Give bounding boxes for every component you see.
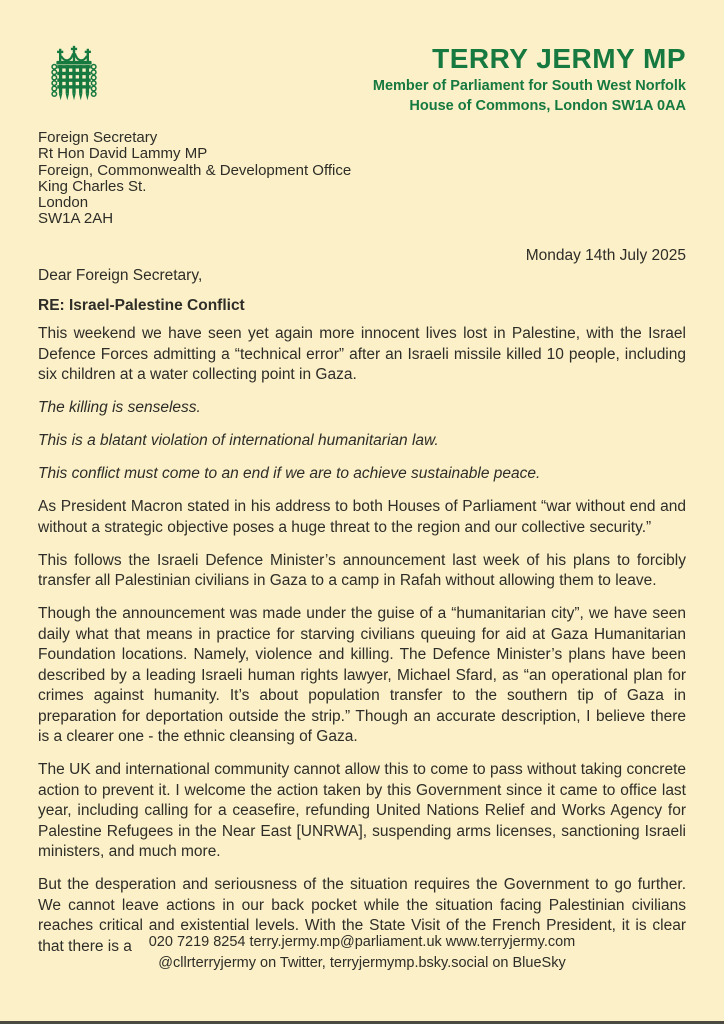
recipient-line: SW1A 2AH	[38, 210, 114, 228]
recipient-line: Foreign, Commonwealth & Development Office	[38, 161, 352, 179]
recipient-line: Rt Hon David Lammy MP	[38, 145, 208, 163]
mp-address: House of Commons, London SW1A 0AA	[409, 98, 686, 114]
paragraph-italic: This conflict must come to an end if we are to achieve sustainable peace.	[38, 465, 541, 482]
recipient-line: Foreign Secretary	[38, 129, 158, 146]
paragraph: The UK and international community cannot allow this to come to pass without taking concrete action to prevent it. I welcome the action taken by this Government since it came to office last year, including calling for a ceasefire, refunding United Nations Relief and Works Agency for Palestine Refugees in the Near East [UNRWA], suspending arms licenses, sanctioning Israeli ministers, and much more.	[38, 761, 686, 860]
paragraph-italic: The killing is senseless.	[38, 399, 201, 416]
letterhead	[373, 44, 686, 114]
paragraph: This weekend we have seen yet again more innocent lives lost in Palestine, with the Israel Defence Forces admitting a “technical error” after an Israeli missile killed 10 people, including six children at a water collecting point in Gaza.	[38, 325, 686, 383]
footer-contact-line: 020 7219 8254 terry.jermy.mp@parliament.uk www.terryjermy.com	[148, 934, 576, 950]
recipient-line: London	[38, 194, 89, 212]
footer-social-line: @cllrterryjermy on Twitter, terryjermymp.bsky.social on BlueSky	[158, 955, 566, 971]
paragraph: This follows the Israeli Defence Minister’s announcement last week of his plans to forcibly transfer all Palestinian civilians in Gaza to a camp in Rafah without allowing them to leave.	[38, 551, 686, 589]
recipient-line: King Charles St.	[38, 177, 147, 195]
letter-date: Monday 14th July 2025	[525, 247, 686, 264]
paragraph: As President Macron stated in his address to both Houses of Parliament “war without end and without a strategic objective poses a huge threat to the region and our collective security.”	[38, 498, 686, 536]
salutation: Dear Foreign Secretary,	[38, 267, 203, 284]
contact-footer	[0, 932, 724, 974]
letter-body	[38, 324, 686, 970]
paragraph-italic: This is a blatant violation of international humanitarian law.	[38, 432, 439, 449]
mp-name: TERRY JERMY MP	[432, 43, 686, 74]
subject-line: RE: Israel-Palestine Conflict	[38, 297, 245, 314]
mp-role: Member of Parliament for South West Norfolk	[372, 78, 686, 94]
paragraph: Though the announcement was made under the guise of a “humanitarian city”, we have seen daily what that means in practice for starving civilians queuing for aid at Gaza Humanitarian Foundation locations. Namely, violence and killing. The Defence Minister’s plans have been described by a leading Israeli human rights lawyer, Michael Sfard, as “an operational plan for crimes against humanity. It’s about population transfer to the southern tip of Gaza in preparation for deportation outside the strip.” Though an accurate description, I believe there is a clearer one - the ethnic cleansing of Gaza.	[38, 605, 686, 745]
paragraph: But the desperation and seriousness of the situation requires the Government to go further. We cannot leave actions in our back pocket while the situation facing Palestinian civilians reaches critical and existential levels. With the State Visit of the French President, it is clear that there is a	[38, 876, 686, 955]
portcullis-crown-icon	[48, 45, 100, 107]
recipient-address	[38, 130, 351, 228]
